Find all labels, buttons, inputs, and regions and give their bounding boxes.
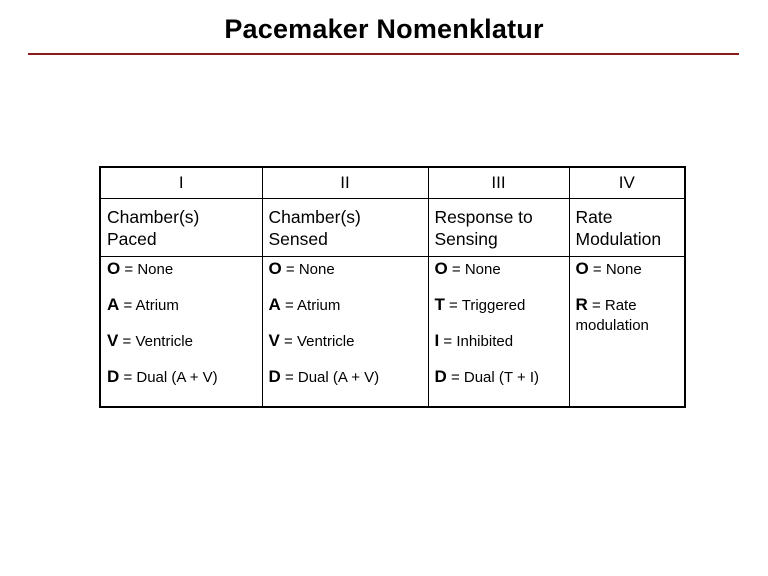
header-line: Rate xyxy=(575,206,613,227)
code-meaning: = Atrium xyxy=(280,297,341,314)
code-meaning: = Ventricle xyxy=(118,333,193,350)
code-entry xyxy=(107,331,256,367)
header-line: Response to xyxy=(434,206,533,227)
values-cell-chambers-paced xyxy=(100,257,262,408)
title-divider xyxy=(28,53,739,55)
code-meaning: = Inhibited xyxy=(439,333,514,350)
code-letter: T xyxy=(434,295,445,314)
header-cell-chambers-sensed xyxy=(262,199,428,257)
code-meaning: = Dual (A + V) xyxy=(119,369,218,386)
values-row xyxy=(100,257,685,408)
code-entry xyxy=(269,331,422,367)
code-meaning: = Ventricle xyxy=(279,333,355,350)
numeral-cell-iii: III xyxy=(428,167,569,199)
code-entry xyxy=(107,259,256,295)
code-meaning: = None xyxy=(447,261,501,278)
code-entry xyxy=(269,295,422,331)
code-entry xyxy=(435,259,563,295)
code-meaning: = None xyxy=(588,261,642,278)
code-meaning: = None xyxy=(281,261,335,278)
page-title: Pacemaker Nomenklatur xyxy=(224,14,544,44)
numeral-row xyxy=(100,167,685,199)
header-row xyxy=(100,199,685,257)
code-letter: V xyxy=(107,331,119,350)
values-cell-chambers-sensed xyxy=(262,257,428,408)
code-letter: D xyxy=(107,367,120,386)
header-cell-rate-modulation xyxy=(569,199,685,257)
values-cell-rate-modulation xyxy=(569,257,685,408)
code-entry-line xyxy=(576,295,679,316)
code-entry xyxy=(107,367,256,403)
code-entry xyxy=(576,259,679,295)
code-letter: O xyxy=(107,259,121,278)
code-entry xyxy=(576,295,679,336)
header-line: Sensed xyxy=(268,228,328,249)
values-cell-response-to-sensing xyxy=(428,257,569,408)
code-meaning: = Triggered xyxy=(444,297,526,314)
nomenclature-table xyxy=(99,166,686,408)
code-letter: O xyxy=(268,259,282,278)
numeral-cell-iv: IV xyxy=(569,167,685,199)
header-line: Chamber(s) xyxy=(268,206,361,227)
code-meaning: = Dual (A + V) xyxy=(280,369,380,386)
code-letter: I xyxy=(434,331,440,350)
numeral-cell-i: I xyxy=(100,167,262,199)
code-meaning-continued: modulation xyxy=(575,317,649,334)
code-meaning: = Atrium xyxy=(119,297,179,314)
code-letter: R xyxy=(575,295,588,314)
code-entry xyxy=(269,259,422,295)
code-entry xyxy=(107,295,256,331)
code-meaning: = Rate xyxy=(587,297,637,314)
code-entry xyxy=(435,367,563,403)
code-letter: O xyxy=(434,259,448,278)
numeral-cell-ii: II xyxy=(262,167,428,199)
code-entry xyxy=(269,367,422,403)
code-letter: O xyxy=(575,259,589,278)
header-cell-chambers-paced xyxy=(100,199,262,257)
code-letter: V xyxy=(268,331,280,350)
code-meaning: = Dual (T + I) xyxy=(446,369,540,386)
header-line: Chamber(s) xyxy=(107,206,200,227)
code-letter: A xyxy=(107,295,120,314)
code-letter: D xyxy=(268,367,281,386)
header-line: Modulation xyxy=(575,228,662,249)
code-meaning: = None xyxy=(120,261,174,278)
code-letter: D xyxy=(434,367,447,386)
header-line: Sensing xyxy=(434,228,498,249)
code-letter: A xyxy=(268,295,281,314)
code-entry xyxy=(435,331,563,367)
header-line: Paced xyxy=(107,228,157,249)
code-entry xyxy=(435,295,563,331)
header-cell-response-to-sensing xyxy=(428,199,569,257)
